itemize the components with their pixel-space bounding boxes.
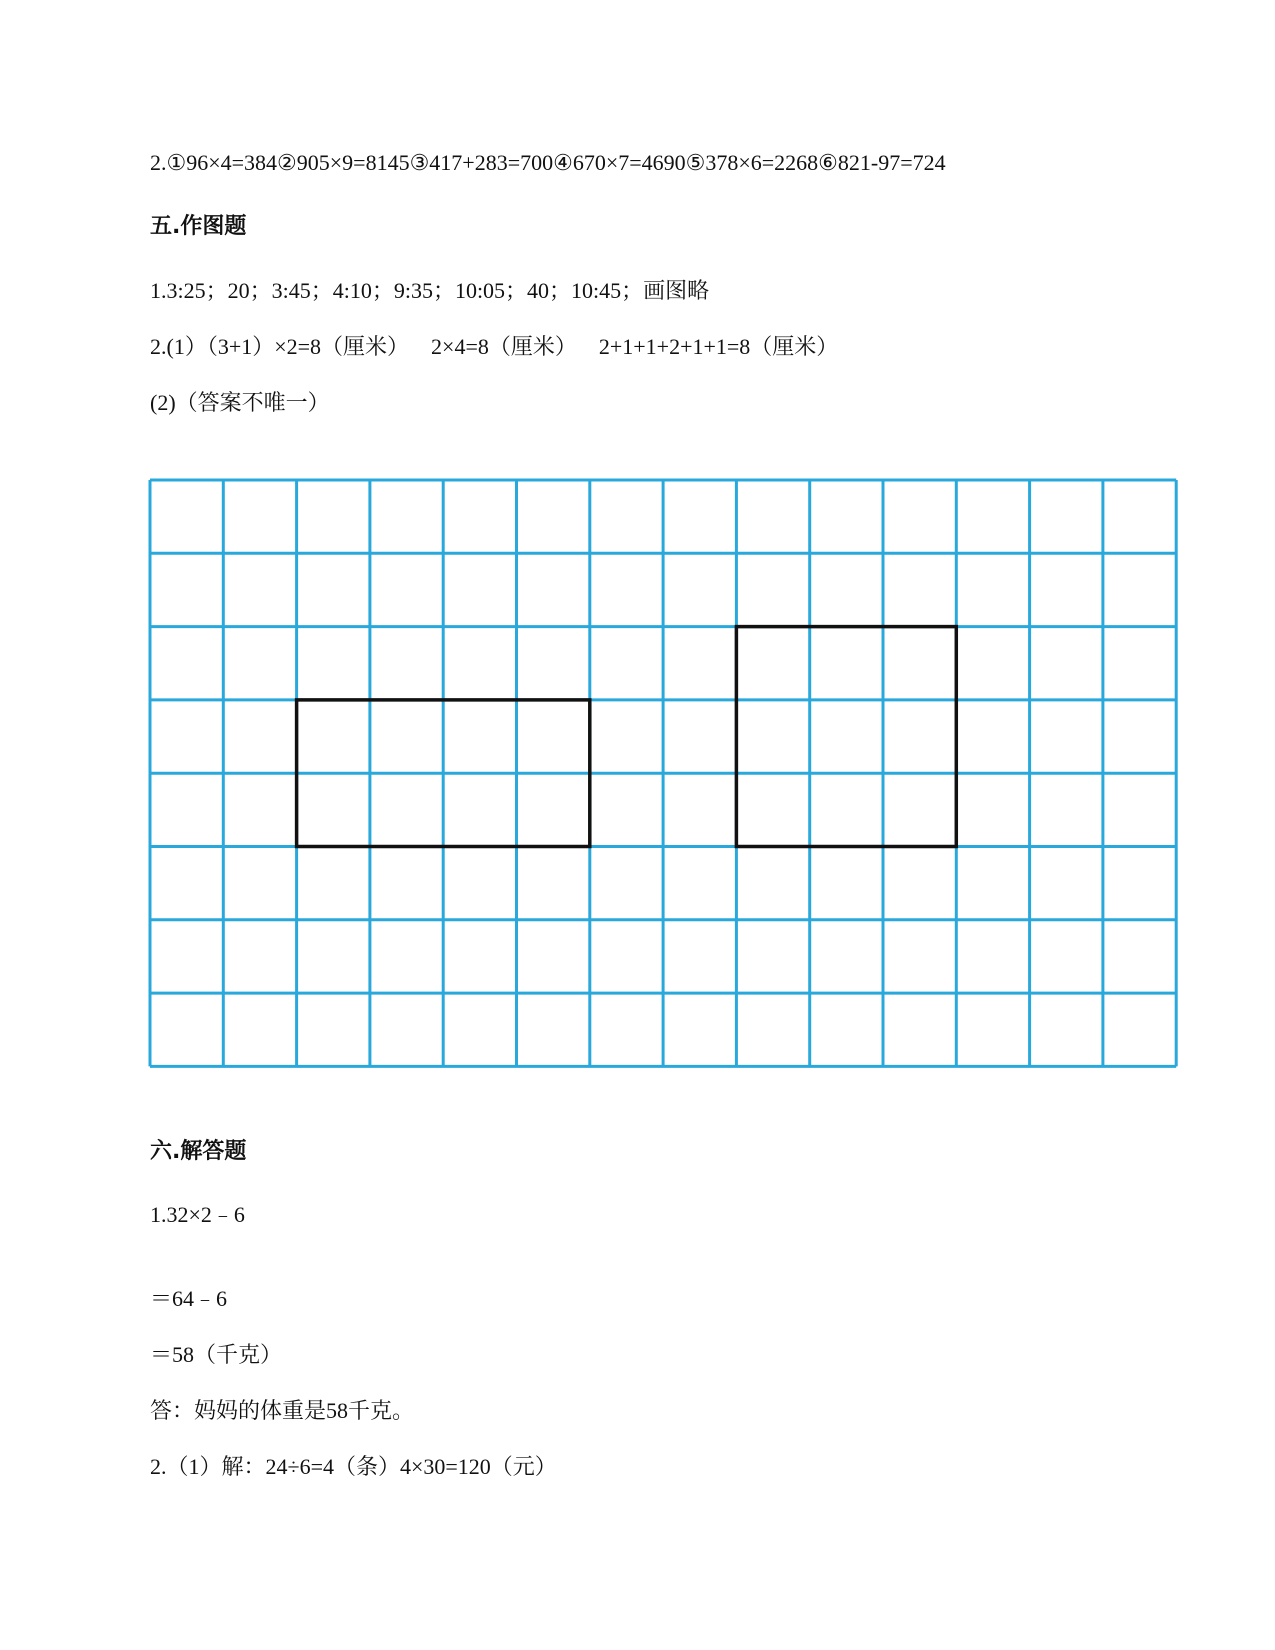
grid-figure <box>148 478 1180 1068</box>
section5-q2-part1-answer: 2.(1）（3+1）×2=8（厘米） 2×4=8（厘米） 2+1+1+2+1+1=8（厘米） <box>150 334 839 359</box>
section6-heading: 六.解答题 <box>150 1139 247 1164</box>
section4-q2-answer: 2.①96×4=384②905×9=8145③417+283=700④670×7=4690⑤378×6=2268⑥821-97=724 <box>150 150 946 175</box>
section5-q2-part2-answer: (2)（答案不唯一） <box>150 390 330 415</box>
section6-q2-answer: 2.（1）解：24÷6=4（条）4×30=120（元） <box>150 1454 557 1479</box>
drawn-square <box>736 627 956 847</box>
section6-q1-line3: ＝58（千克） <box>150 1342 283 1367</box>
section6-q1-line2: ＝64﹣6 <box>150 1286 228 1311</box>
grid-lines <box>150 480 1176 1066</box>
section5-q1-answer: 1.3:25；20；3:45；4:10；9:35；10:05；40；10:45；画图略 <box>150 278 710 303</box>
section5-heading: 五.作图题 <box>150 214 247 239</box>
section6-q1-answer: 答：妈妈的体重是58千克。 <box>150 1398 415 1423</box>
section6-q1-line1: 1.32×2﹣6 <box>150 1202 245 1227</box>
grid-shapes <box>297 627 957 847</box>
